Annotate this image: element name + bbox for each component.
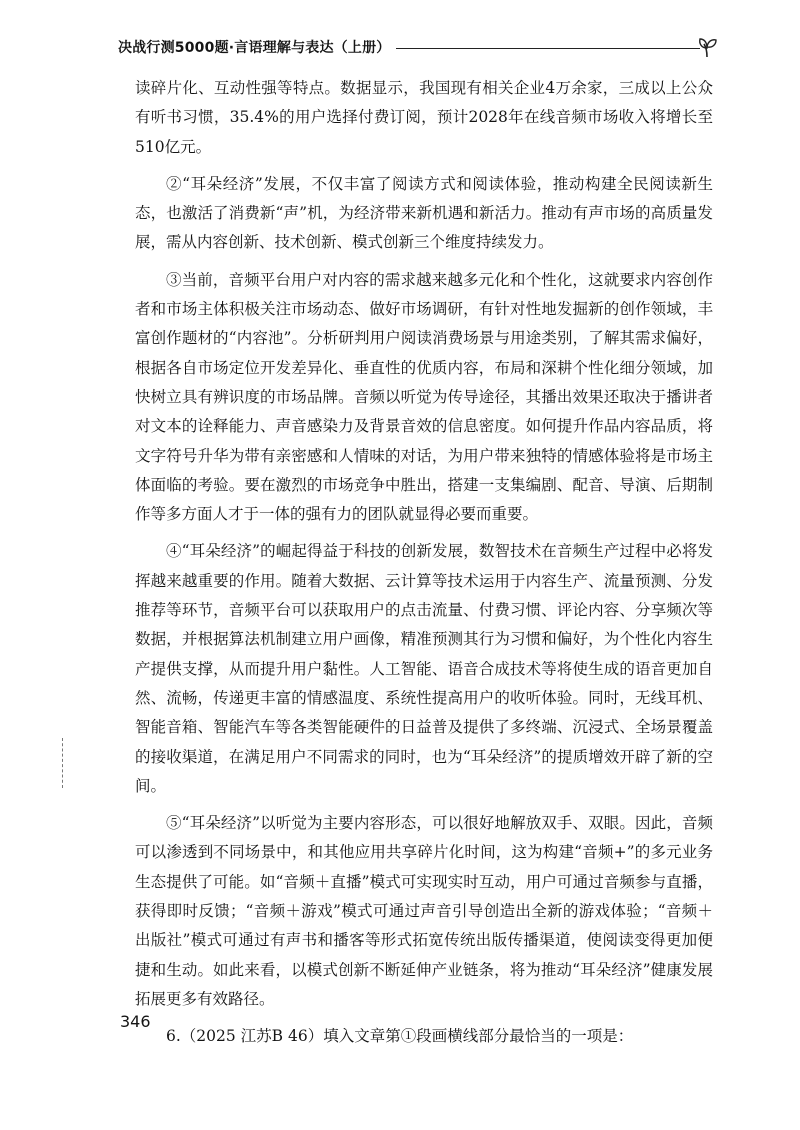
header-rule [396, 48, 700, 49]
paragraph-2: ②“耳朵经济”发展，不仅丰富了阅读方式和阅读体验，推动构建全民阅读新生态，也激活了消费新“声”机，为经济带来新机遇和新活力。推动有声市场的高质量发展，需从内容创新、技术创新、模式创新三个维度持续发力。 [135, 174, 713, 252]
margin-mark [62, 738, 63, 788]
question-6: 6.（2025 江苏B 46）填入文章第①段画横线部分最恰当的一项是： [166, 1027, 634, 1046]
paragraph-3: ③当前，音频平台用户对内容的需求越来越多元化和个性化，这就要求内容创作者和市场主体积极关注市场动态、做好市场调研，有针对性地发掘新的创作领域，丰富创作题材的“内容池”。分析研判用户阅读消费场景与用途类别，了解其需求偏好，根据各自市场定位开发差异化、垂直性的优质内容，布局和深耕个性化细分领域，加快树立具有辨识度的市场品牌。音频以听觉为传导途径，其播出效果还取决于播讲者对文本的诠释能力、声音感染力及背景音效的信息密度。如何提升作品内容品质，将文字符号升华为带有亲密感和人情味的对话，为用户带来独特的情感体验将是市场主体面临的考验。要在激烈的市场竞争中胜出，搭建一支集编剧、配音、导演、后期制作等多方面人才于一体的强有力的团队就显得必要而重要。 [135, 270, 713, 524]
running-title: 决战行测5000题·言语理解与表达（上册） [118, 40, 391, 56]
page-number: 346 [120, 1012, 151, 1031]
paragraph-5: ⑤“耳朵经济”以听觉为主要内容形态，可以很好地解放双手、双眼。因此，音频可以渗透到不同场景中，和其他应用共享碎片化时间，这为构建“音频+”的多元业务生态提供了可能。如“音频＋直播”模式可实现实时互动，用户可通过音频参与直播，获得即时反馈；“音频＋游戏”模式可通过声音引导创造出全新的游戏体验；“音频＋出版社”模式可通过有声书和播客等形式拓宽传统出版传播渠道，使阅读变得更加便捷和生动。如此来看，以模式创新不断延伸产业链条，将为推动“耳朵经济”健康发展拓展更多有效路径。 [135, 814, 713, 1008]
leaf-icon [698, 36, 718, 58]
paragraph-1-continued: 读碎片化、互动性强等特点。数据显示，我国现有相关企业4万余家，三成以上公众有听书习惯，35.4%的用户选择付费订阅，预计2028年在线音频市场收入将增长至510亿元。 [135, 79, 713, 156]
page-header [118, 36, 718, 58]
paragraph-4: ④“耳朵经济”的崛起得益于科技的创新发展，数智技术在音频生产过程中必将发挥越来越重要的作用。随着大数据、云计算等技术运用于内容生产、流量预测、分发推荐等环节，音频平台可以获取用户的点击流量、付费习惯、评论内容、分享频次等数据，并根据算法机制建立用户画像，精准预测其行为习惯和偏好，为个性化内容生产提供支撑，从而提升用户黏性。人工智能、语音合成技术等将使生成的语音更加自然、流畅，传递更丰富的情感温度、系统性提高用户的收听体验。同时，无线耳机、智能音箱、智能汽车等各类智能硬件的日益普及提供了多终端、沉浸式、全场景覆盖的接收渠道，在满足用户不同需求的同时，也为“耳朵经济”的提质增效开辟了新的空间。 [135, 542, 713, 795]
article-body [135, 74, 713, 1060]
